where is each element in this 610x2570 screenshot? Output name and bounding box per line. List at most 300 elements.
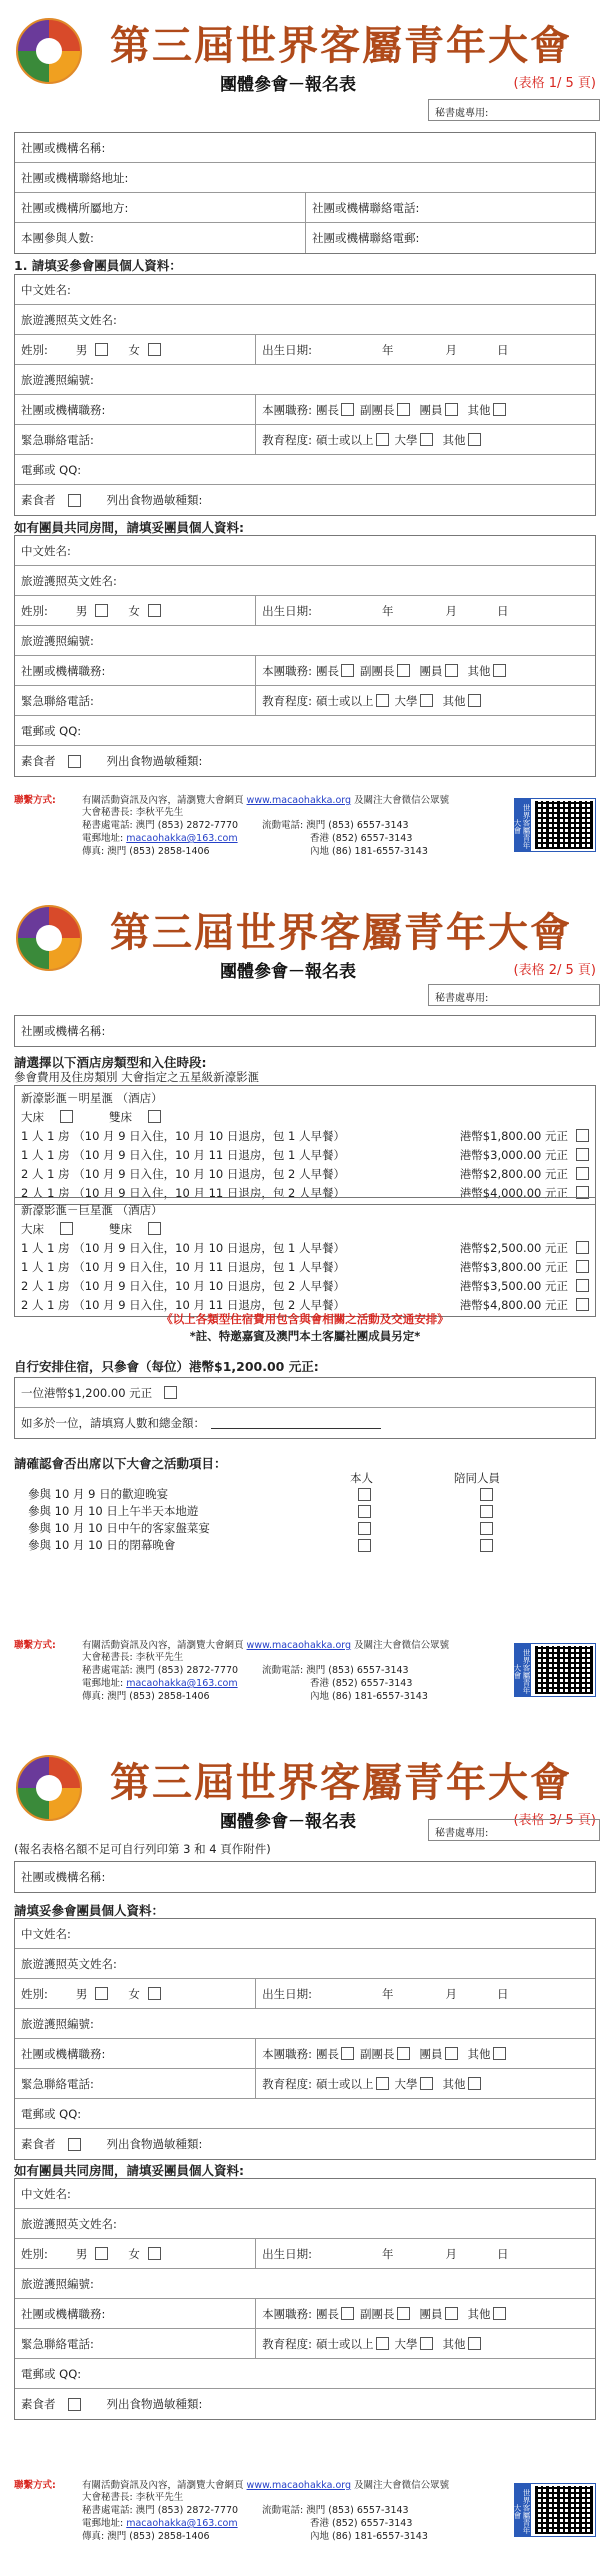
- secretariat-box[interactable]: 秘書處專用:: [428, 1819, 600, 1841]
- website-link[interactable]: www.macaohakka.org: [246, 1640, 352, 1651]
- activity-companion-checkbox[interactable]: [480, 1539, 493, 1552]
- office-phone-label: 秘書處電話:: [82, 2505, 133, 2516]
- role-other-checkbox[interactable]: [493, 2047, 506, 2060]
- email-qq-field[interactable]: 電郵或 QQ:: [21, 723, 82, 738]
- event-title: 第三屆世界客屬青年大會: [110, 22, 572, 69]
- edu-label: 教育程度:: [262, 432, 313, 447]
- activity-companion-checkbox[interactable]: [480, 1488, 493, 1501]
- role-other: 其他: [467, 402, 491, 417]
- cn-name-field[interactable]: 中文姓名:: [21, 2186, 71, 2201]
- role-label: 本團職務:: [262, 2046, 313, 2061]
- page-number: (表格 1/ 5 頁): [513, 76, 596, 91]
- activity-companion-checkbox[interactable]: [480, 1522, 493, 1535]
- vegetarian-label: 素食者: [21, 754, 56, 768]
- col-companion-header: 陪同人員: [454, 1471, 500, 1485]
- allergy-field[interactable]: 列出食物過敏種類:: [106, 493, 203, 507]
- org-info-table: [14, 1861, 596, 1893]
- wechat-note: 及關注大會微信公眾號: [354, 2480, 450, 2491]
- role-member: 團員: [419, 2306, 443, 2321]
- role-deputy: 副團長: [360, 2046, 395, 2061]
- cn-name-field[interactable]: 中文姓名:: [21, 543, 71, 558]
- twin-bed-checkbox[interactable]: [148, 1110, 161, 1123]
- gender-label: 姓別:: [21, 1986, 48, 2001]
- hotel-heading: 請選擇以下酒店房類型和入住時段:: [14, 1055, 207, 1070]
- male-checkbox[interactable]: [95, 2247, 108, 2260]
- room-checkbox[interactable]: [576, 1298, 589, 1311]
- hotel-block: [14, 1197, 596, 1317]
- edu-other: 其他: [442, 2076, 466, 2091]
- email-qq-field[interactable]: 電郵或 QQ:: [21, 462, 82, 477]
- emergency-phone-field[interactable]: 緊急聯絡電話:: [21, 693, 94, 708]
- twin-bed-label: 雙床: [109, 1221, 132, 1236]
- event-title: 第三屆世界客屬青年大會: [110, 1759, 572, 1806]
- role-leader-checkbox[interactable]: [341, 2047, 354, 2060]
- activity-self-checkbox[interactable]: [358, 1522, 371, 1535]
- room-price: 港幣$3,500.00 元正: [459, 1278, 568, 1293]
- month-label: 月: [445, 2246, 458, 2261]
- office-phone: 澳門 (853) 2872-7770: [135, 820, 239, 831]
- room-checkbox[interactable]: [576, 1241, 589, 1254]
- mobile-hk: 香港 (852) 6557-3143: [310, 833, 413, 844]
- gender-label: 姓別:: [21, 342, 48, 357]
- activity-self-checkbox[interactable]: [358, 1488, 371, 1501]
- room-desc: 1 人 1 房 （10 月 9 日入住，10 月 10 日退房，包 1 人早餐）: [21, 1128, 346, 1143]
- gender-label: 姓別:: [21, 603, 48, 618]
- year-label: 年: [382, 1986, 394, 2001]
- role-member-checkbox[interactable]: [445, 403, 458, 416]
- passport-field[interactable]: 旅遊護照編號:: [21, 2016, 94, 2031]
- secgen-name: 李秋平先生: [135, 807, 184, 818]
- mobile-label: 流動電話:: [262, 1665, 304, 1676]
- page-header: [0, 1737, 610, 1832]
- twin-bed-checkbox[interactable]: [148, 1222, 161, 1235]
- secgen-label: 大會秘書長:: [82, 807, 133, 818]
- role-member: 團員: [419, 663, 443, 678]
- email-label: 電郵地址:: [82, 833, 124, 844]
- male-label: 男: [75, 603, 88, 618]
- passport-field[interactable]: 旅遊護照編號:: [21, 2276, 94, 2291]
- event-logo: [16, 1755, 82, 1821]
- role-leader-checkbox[interactable]: [341, 403, 354, 416]
- secgen-name: 李秋平先生: [135, 1652, 184, 1663]
- email-label: 電郵地址:: [82, 2518, 124, 2529]
- email-link[interactable]: macaohakka@163.com: [126, 833, 238, 844]
- activity-companion-checkbox[interactable]: [480, 1505, 493, 1518]
- room-desc: 2 人 1 房 （10 月 9 日入住，10 月 11 日退房，包 2 人早餐）: [21, 1297, 346, 1312]
- form-title: 團體參會－報名表: [220, 1812, 356, 1832]
- edu-master: 碩士或以上: [316, 432, 374, 447]
- form-title: 團體參會－報名表: [220, 75, 356, 95]
- office-phone-label: 秘書處電話:: [82, 820, 133, 831]
- org-phone-field[interactable]: 社團或機構聯絡電話:: [305, 193, 595, 222]
- position-field[interactable]: 社團或機構職務:: [21, 2046, 106, 2061]
- room-option: [21, 1145, 589, 1164]
- org-address-field[interactable]: 社團或機構聯絡地址:: [21, 170, 129, 185]
- edu-label: 教育程度:: [262, 2336, 313, 2351]
- role-label: 本團職務:: [262, 402, 313, 417]
- day-label: 日: [497, 342, 509, 357]
- big-bed-label: 大床: [21, 1221, 44, 1236]
- secgen-label: 大會秘書長:: [82, 1652, 133, 1663]
- en-name-field[interactable]: 旅遊護照英文姓名:: [21, 573, 117, 588]
- room-price: 港幣$4,800.00 元正: [459, 1297, 568, 1312]
- room-desc: 1 人 1 房 （10 月 9 日入住，10 月 11 日退房，包 1 人早餐）: [21, 1147, 346, 1162]
- female-label: 女: [128, 342, 140, 357]
- qr-tag: 世界客屬青年大會: [515, 2484, 531, 2536]
- fax-number: 澳門 (853) 2858-1406: [107, 1691, 210, 1702]
- fax-label: 傳真:: [82, 2531, 105, 2542]
- month-label: 月: [445, 1986, 458, 2001]
- activity-label: 參與 10 月 10 日中午的客家盤菜宴: [28, 1521, 210, 1535]
- email-qq-field[interactable]: 電郵或 QQ:: [21, 2106, 82, 2121]
- year-label: 年: [382, 2246, 394, 2261]
- vegetarian-label: 素食者: [21, 2397, 56, 2411]
- activity-label: 參與 10 月 10 日上午半天本地遊: [28, 1504, 199, 1518]
- female-checkbox[interactable]: [148, 343, 161, 356]
- activity-row: [28, 1486, 588, 1502]
- male-label: 男: [75, 342, 88, 357]
- qr-tag: 世界客屬青年大會: [515, 799, 531, 851]
- section-heading: 如有團員共同房間，請填妥團員個人資料:: [14, 520, 244, 535]
- room-desc: 2 人 1 房 （10 月 9 日入住，10 月 11 日退房，包 2 人早餐）: [21, 1185, 346, 1200]
- contact-label: 聯繫方式:: [14, 2480, 56, 2491]
- mobile-label: 流動電話:: [262, 2505, 304, 2516]
- room-option: [21, 1257, 589, 1276]
- role-other-checkbox[interactable]: [493, 403, 506, 416]
- edu-bachelor: 大學: [394, 2336, 418, 2351]
- edu-master-checkbox[interactable]: [376, 2077, 389, 2090]
- role-deputy-checkbox[interactable]: [397, 2047, 410, 2060]
- secretariat-box[interactable]: 秘書處專用:: [428, 99, 600, 121]
- role-leader: 團長: [316, 2306, 340, 2321]
- office-phone: 澳門 (853) 2872-7770: [135, 2505, 239, 2516]
- vegetarian-checkbox[interactable]: [68, 2398, 81, 2411]
- edu-other-checkbox[interactable]: [468, 694, 481, 707]
- male-checkbox[interactable]: [95, 1987, 108, 2000]
- room-checkbox[interactable]: [576, 1129, 589, 1142]
- role-leader: 團長: [316, 402, 340, 417]
- edu-other: 其他: [442, 693, 466, 708]
- year-label: 年: [382, 603, 394, 618]
- edu-master-checkbox[interactable]: [376, 694, 389, 707]
- role-leader-checkbox[interactable]: [341, 2307, 354, 2320]
- website-link[interactable]: www.macaohakka.org: [246, 795, 352, 806]
- day-label: 日: [497, 2246, 509, 2261]
- headcount-field[interactable]: 本團參與人數:: [21, 231, 94, 245]
- org-name-field[interactable]: 社團或機構名稱:: [21, 1870, 106, 1884]
- mobile-hk: 香港 (852) 6557-3143: [310, 1678, 413, 1689]
- role-deputy-checkbox[interactable]: [397, 664, 410, 677]
- male-checkbox[interactable]: [95, 604, 108, 617]
- role-member: 團員: [419, 2046, 443, 2061]
- male-checkbox[interactable]: [95, 343, 108, 356]
- self-arrange-heading: 自行安排住宿，只參會（每位）港幣$1,200.00 元正:: [14, 1359, 319, 1374]
- mobile-macau: 澳門 (853) 6557-3143: [306, 1665, 409, 1676]
- room-checkbox[interactable]: [576, 1260, 589, 1273]
- room-price: 港幣$4,000.00 元正: [459, 1185, 568, 1200]
- vegetarian-label: 素食者: [21, 493, 56, 507]
- qr-code-icon: [535, 2486, 593, 2534]
- edu-bachelor-checkbox[interactable]: [420, 2077, 433, 2090]
- room-option: [21, 1164, 589, 1183]
- cn-name-field[interactable]: 中文姓名:: [21, 1926, 71, 1941]
- wechat-note: 及關注大會微信公眾號: [354, 1640, 450, 1651]
- cn-name-field[interactable]: 中文姓名:: [21, 282, 71, 297]
- form-page-3: [0, 1737, 610, 2570]
- mobile-cn: 內地 (86) 181-6557-3143: [310, 2531, 428, 2542]
- wechat-qr[interactable]: [514, 2483, 596, 2537]
- emergency-phone-field[interactable]: 緊急聯絡電話:: [21, 2336, 94, 2351]
- edu-other-checkbox[interactable]: [468, 2337, 481, 2350]
- edu-other-checkbox[interactable]: [468, 433, 481, 446]
- role-deputy-checkbox[interactable]: [397, 2307, 410, 2320]
- male-label: 男: [75, 2246, 88, 2261]
- qr-code-icon: [535, 801, 593, 849]
- role-member: 團員: [419, 402, 443, 417]
- mobile-label: 流動電話:: [262, 820, 304, 831]
- section-heading: 如有團員共同房間，請填妥團員個人資料:: [14, 2163, 244, 2178]
- big-bed-checkbox[interactable]: [60, 1222, 73, 1235]
- edu-bachelor-checkbox[interactable]: [420, 694, 433, 707]
- wechat-note: 及關注大會微信公眾號: [354, 795, 450, 806]
- page-header: [0, 0, 610, 95]
- contact-intro: 有關活動資訊及內容，請瀏覽大會網頁: [82, 2480, 244, 2491]
- email-link[interactable]: macaohakka@163.com: [126, 2518, 238, 2529]
- activity-self-checkbox[interactable]: [358, 1539, 371, 1552]
- role-leader: 團長: [316, 663, 340, 678]
- big-bed-checkbox[interactable]: [60, 1110, 73, 1123]
- mobile-hk: 香港 (852) 6557-3143: [310, 2518, 413, 2529]
- qr-code-icon: [535, 1646, 593, 1694]
- emergency-phone-field[interactable]: 緊急聯絡電話:: [21, 432, 94, 447]
- qr-tag: 世界客屬青年大會: [515, 1644, 531, 1696]
- role-leader: 團長: [316, 2046, 340, 2061]
- female-checkbox[interactable]: [148, 1987, 161, 2000]
- allergy-field[interactable]: 列出食物過敏種類:: [106, 2137, 203, 2151]
- activities-table: [14, 1470, 596, 1556]
- member-table: [14, 1918, 596, 2160]
- position-field[interactable]: 社團或機構職務:: [21, 402, 106, 417]
- contact-footer: [14, 792, 596, 857]
- vegetarian-checkbox[interactable]: [68, 755, 81, 768]
- position-field[interactable]: 社團或機構職務:: [21, 2306, 106, 2321]
- activity-row: [28, 1537, 588, 1553]
- hotel-name: 新濠影滙－巨星滙 （酒店）: [21, 1202, 163, 1217]
- website-link[interactable]: www.macaohakka.org: [246, 2480, 352, 2491]
- contact-footer: [14, 1637, 596, 1702]
- hotel-note: 參會費用及住房類別 大會指定之五星級新濠影滙: [14, 1070, 260, 1084]
- section-heading: 請填妥參會團員個人資料：: [14, 1903, 165, 1918]
- en-name-field[interactable]: 旅遊護照英文姓名:: [21, 2216, 117, 2231]
- secgen-name: 李秋平先生: [135, 2492, 184, 2503]
- role-other: 其他: [467, 663, 491, 678]
- female-checkbox[interactable]: [148, 604, 161, 617]
- event-title: 第三屆世界客屬青年大會: [110, 909, 572, 956]
- office-phone-label: 秘書處電話:: [82, 1665, 133, 1676]
- org-name-field[interactable]: 社團或機構名稱:: [21, 1024, 106, 1038]
- edu-bachelor-checkbox[interactable]: [420, 2337, 433, 2350]
- edu-other: 其他: [442, 432, 466, 447]
- contact-label: 聯繫方式:: [14, 1640, 56, 1651]
- edu-master-checkbox[interactable]: [376, 2337, 389, 2350]
- female-label: 女: [128, 603, 140, 618]
- activity-row: [28, 1520, 588, 1536]
- gender-label: 姓別:: [21, 2246, 48, 2261]
- room-price: 港幣$3,000.00 元正: [459, 1147, 568, 1162]
- role-other-checkbox[interactable]: [493, 2307, 506, 2320]
- email-qq-field[interactable]: 電郵或 QQ:: [21, 2366, 82, 2381]
- passport-field[interactable]: 旅遊護照編號:: [21, 633, 94, 648]
- form-title: 團體參會－報名表: [220, 962, 356, 982]
- guest-notice: *註、特邀嘉賓及澳門本土客屬社團成員另定*: [189, 1329, 421, 1343]
- room-checkbox[interactable]: [576, 1279, 589, 1292]
- edu-bachelor: 大學: [394, 432, 418, 447]
- room-option: [21, 1126, 589, 1145]
- emergency-phone-field[interactable]: 緊急聯絡電話:: [21, 2076, 94, 2091]
- role-deputy: 副團長: [360, 663, 395, 678]
- single-fee-checkbox[interactable]: [164, 1386, 177, 1399]
- room-desc: 2 人 1 房 （10 月 9 日入住，10 月 10 日退房，包 2 人早餐）: [21, 1166, 346, 1181]
- edu-label: 教育程度:: [262, 693, 313, 708]
- mobile-macau: 澳門 (853) 6557-3143: [306, 820, 409, 831]
- role-deputy: 副團長: [360, 2306, 395, 2321]
- room-price: 港幣$2,800.00 元正: [459, 1166, 568, 1181]
- form-page-2: [0, 887, 610, 1737]
- mobile-macau: 澳門 (853) 6557-3143: [306, 2505, 409, 2516]
- event-logo: [16, 18, 82, 84]
- role-other: 其他: [467, 2046, 491, 2061]
- room-price: 港幣$2,500.00 元正: [459, 1240, 568, 1255]
- room-checkbox[interactable]: [576, 1148, 589, 1161]
- role-member-checkbox[interactable]: [445, 2047, 458, 2060]
- dob-label: 出生日期:: [262, 1986, 313, 2001]
- en-name-field[interactable]: 旅遊護照英文姓名:: [21, 1956, 117, 1971]
- fax-label: 傳真:: [82, 1691, 105, 1702]
- contact-intro: 有關活動資訊及內容，請瀏覽大會網頁: [82, 795, 244, 806]
- member-table: [14, 2178, 596, 2420]
- female-label: 女: [128, 1986, 140, 2001]
- multi-fee-label: 如多於一位，請填寫人數和總金額：: [21, 1416, 205, 1430]
- col-self-header: 本人: [350, 1471, 373, 1485]
- mobile-cn: 內地 (86) 181-6557-3143: [310, 846, 428, 857]
- member-table: [14, 274, 596, 516]
- big-bed-label: 大床: [21, 1109, 44, 1124]
- role-other-checkbox[interactable]: [493, 664, 506, 677]
- total-amount-input[interactable]: [211, 1417, 381, 1429]
- page-number: (表格 2/ 5 頁): [513, 963, 596, 978]
- position-field[interactable]: 社團或機構職務:: [21, 663, 106, 678]
- edu-bachelor: 大學: [394, 2076, 418, 2091]
- page-number: (表格 3/ 5 頁): [513, 1813, 596, 1828]
- edu-master: 碩士或以上: [316, 2076, 374, 2091]
- edu-master: 碩士或以上: [316, 2336, 374, 2351]
- email-label: 電郵地址:: [82, 1678, 124, 1689]
- activity-label: 參與 10 月 9 日的歡迎晚宴: [28, 1487, 169, 1501]
- edu-bachelor: 大學: [394, 693, 418, 708]
- dob-label: 出生日期:: [262, 2246, 313, 2261]
- edu-bachelor-checkbox[interactable]: [420, 433, 433, 446]
- vegetarian-label: 素食者: [21, 2137, 56, 2151]
- dob-label: 出生日期:: [262, 603, 313, 618]
- day-label: 日: [497, 603, 509, 618]
- year-label: 年: [382, 342, 394, 357]
- allergy-field[interactable]: 列出食物過敏種類:: [106, 2397, 203, 2411]
- day-label: 日: [497, 1986, 509, 2001]
- wechat-qr[interactable]: [514, 798, 596, 852]
- role-leader-checkbox[interactable]: [341, 664, 354, 677]
- contact-label: 聯繫方式:: [14, 795, 56, 806]
- room-price: 港幣$3,800.00 元正: [459, 1259, 568, 1274]
- fax-number: 澳門 (853) 2858-1406: [107, 846, 210, 857]
- org-info-table: [14, 132, 596, 254]
- mobile-cn: 內地 (86) 181-6557-3143: [310, 1691, 428, 1702]
- room-price: 港幣$1,800.00 元正: [459, 1128, 568, 1143]
- room-desc: 1 人 1 房 （10 月 9 日入住，10 月 11 日退房，包 1 人早餐）: [21, 1259, 346, 1274]
- room-desc: 1 人 1 房 （10 月 9 日入住，10 月 10 日退房，包 1 人早餐）: [21, 1240, 346, 1255]
- vegetarian-checkbox[interactable]: [68, 2138, 81, 2151]
- secretariat-box[interactable]: 秘書處專用:: [428, 984, 600, 1006]
- edu-master: 碩士或以上: [316, 693, 374, 708]
- month-label: 月: [445, 342, 458, 357]
- edu-other-checkbox[interactable]: [468, 2077, 481, 2090]
- male-label: 男: [75, 1986, 88, 2001]
- edu-other: 其他: [442, 2336, 466, 2351]
- self-arrange-table: [14, 1377, 596, 1439]
- secgen-label: 大會秘書長:: [82, 2492, 133, 2503]
- single-fee-label: 一位港幣$1,200.00 元正: [21, 1385, 153, 1400]
- activity-row: [28, 1503, 588, 1519]
- section-heading: 1. 請填妥參會團員個人資料：: [14, 258, 182, 273]
- activity-label: 參與 10 月 10 日的閉幕晚會: [28, 1538, 176, 1552]
- role-deputy: 副團長: [360, 402, 395, 417]
- member-table: [14, 535, 596, 777]
- form-page-1: [0, 0, 610, 887]
- room-checkbox[interactable]: [576, 1167, 589, 1180]
- org-region-field[interactable]: 社團或機構所屬地方:: [21, 200, 129, 215]
- attachment-note: (報名表格名額不足可自行列印第 3 和 4 頁作附件): [14, 1842, 271, 1856]
- allergy-field[interactable]: 列出食物過敏種類:: [106, 754, 203, 768]
- edu-label: 教育程度:: [262, 2076, 313, 2091]
- role-member-checkbox[interactable]: [445, 2307, 458, 2320]
- activities-heading: 請確認會否出席以下大會之活動項目：: [14, 1456, 227, 1471]
- fax-number: 澳門 (853) 2858-1406: [107, 2531, 210, 2542]
- email-link[interactable]: macaohakka@163.com: [126, 1678, 238, 1689]
- contact-footer: [14, 2477, 596, 2542]
- page-header: [0, 887, 610, 982]
- org-name-field[interactable]: 社團或機構名稱:: [21, 140, 106, 155]
- event-logo: [16, 905, 82, 971]
- vegetarian-checkbox[interactable]: [68, 494, 81, 507]
- edu-master-checkbox[interactable]: [376, 433, 389, 446]
- role-other: 其他: [467, 2306, 491, 2321]
- activity-self-checkbox[interactable]: [358, 1505, 371, 1518]
- wechat-qr[interactable]: [514, 1643, 596, 1697]
- female-label: 女: [128, 2246, 140, 2261]
- room-desc: 2 人 1 房 （10 月 9 日入住，10 月 10 日退房，包 2 人早餐）: [21, 1278, 346, 1293]
- dob-label: 出生日期:: [262, 342, 313, 357]
- role-member-checkbox[interactable]: [445, 664, 458, 677]
- hotel-block: [14, 1085, 596, 1205]
- passport-field[interactable]: 旅遊護照編號:: [21, 372, 94, 387]
- twin-bed-label: 雙床: [109, 1109, 132, 1124]
- org-email-field[interactable]: 社團或機構聯絡電郵:: [305, 223, 595, 253]
- role-label: 本團職務:: [262, 663, 313, 678]
- hotel-notice: 《以上各類型住宿費用包含與會相關之活動及交通安排》: [161, 1312, 449, 1326]
- org-info-table: [14, 1015, 596, 1047]
- female-checkbox[interactable]: [148, 2247, 161, 2260]
- en-name-field[interactable]: 旅遊護照英文姓名:: [21, 312, 117, 327]
- role-deputy-checkbox[interactable]: [397, 403, 410, 416]
